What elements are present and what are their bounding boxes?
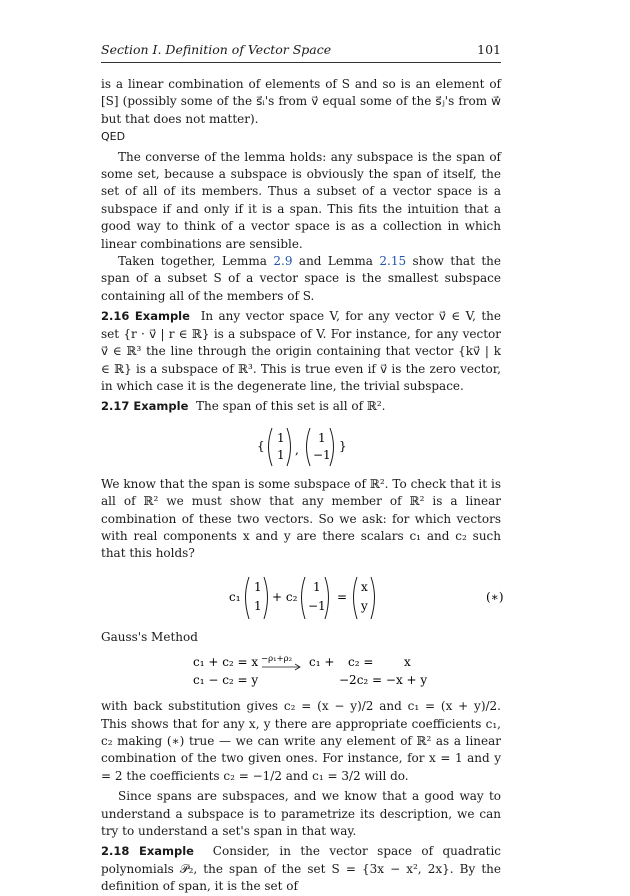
text-part: and Lemma bbox=[292, 254, 380, 269]
example-2-16 bbox=[101, 308, 501, 395]
reduced-line-2: −2c₂ = −x + y bbox=[339, 673, 428, 688]
paren-right-a bbox=[264, 577, 268, 619]
coef-c1: c₁ bbox=[229, 589, 241, 604]
gauss-label: Gauss's Method bbox=[101, 629, 198, 644]
paren-left-a bbox=[246, 577, 250, 619]
b-bottom: −1 bbox=[308, 598, 326, 613]
example-label: 2.18 Example bbox=[101, 844, 194, 859]
equals: = bbox=[337, 589, 348, 604]
right-brace: } bbox=[339, 438, 347, 453]
reduced-line-1-c: x bbox=[404, 655, 411, 670]
example-2-17 bbox=[101, 398, 501, 415]
system-line-1: c₁ + c₂ = x bbox=[193, 655, 259, 670]
text-part: Taken together, Lemma bbox=[118, 254, 274, 269]
running-header bbox=[101, 42, 501, 60]
paren-left-c bbox=[354, 577, 358, 619]
set-svg bbox=[101, 416, 501, 476]
equation-display bbox=[101, 563, 504, 629]
paragraph-taken-together bbox=[101, 253, 501, 305]
example-text: In any vector space V, for any vector v⃗ ∈ V, the set {r · v⃗ | r ∈ ℝ} is a subspace of V. For instance, for any vector v⃗ ∈ ℝ³ the line through the origin containing that vector {kv⃗ | k ∈ ℝ} is a subspace of ℝ³. This is true even if v⃗ is the zero vector, in which case it is the degenerate line, the trivial subspace. bbox=[101, 309, 501, 393]
qed-marker: QED bbox=[101, 130, 126, 144]
paragraph-back-substitution: with back substitution gives c₂ = (x − y)/2 and c₁ = (x + y)/2. This shows that for any x, y there are appropriate coefficients c₁, c₂ making (∗) true — we can write any element of ℝ² as a linear combination of the two given ones. For instance, for x = 1 and y = 2 the coefficients c₂ = −1/2 and c₁ = 3/2 will do. bbox=[101, 699, 501, 783]
plus-c2: + c₂ bbox=[272, 589, 298, 604]
comma: , bbox=[295, 442, 299, 457]
a-top: 1 bbox=[254, 579, 262, 594]
paren-right-1 bbox=[287, 428, 291, 466]
paren-right-c bbox=[371, 577, 375, 619]
system-line-2: c₁ − c₂ = y bbox=[193, 673, 259, 688]
paragraph-parametrize: Since spans are subspaces, and we know that a good way to understand a subspace is to parametrize its description, we can try to understand a set's span in that way. bbox=[101, 789, 501, 838]
example-label: 2.16 Example bbox=[101, 309, 190, 324]
paragraph-continuation: is a linear combination of elements of S and so is an element of [S] (possibly some of the s⃗ᵢ's from v⃗ equal some of the s⃗ⱼ's from w⃗ but that does not matter). bbox=[101, 77, 501, 126]
v1-top: 1 bbox=[277, 430, 285, 445]
v2-top: 1 bbox=[318, 430, 326, 445]
v2-bottom: −1 bbox=[313, 447, 331, 462]
example-label: 2.17 Example bbox=[101, 399, 189, 414]
spanning-set-display bbox=[101, 416, 501, 476]
left-brace: { bbox=[257, 438, 265, 453]
equation-svg bbox=[101, 563, 504, 629]
row-op-label: −ρ₁+ρ₂ bbox=[261, 654, 293, 665]
section-title: Section I. Definition of Vector Space bbox=[101, 42, 332, 57]
lemma-2-9-link[interactable]: 2.9 bbox=[273, 254, 293, 269]
reduced-line-1-a: c₁ + bbox=[309, 655, 335, 670]
paren-left-2 bbox=[307, 428, 311, 466]
example-text: The span of this set is all of ℝ². bbox=[196, 399, 386, 414]
gauss-svg bbox=[101, 646, 501, 698]
a-bottom: 1 bbox=[254, 598, 262, 613]
v1-bottom: 1 bbox=[277, 447, 285, 462]
page-number: 101 bbox=[477, 42, 501, 57]
rhs-x: x bbox=[361, 579, 368, 594]
example-text: Consider, in the vector space of quadratic polynomials 𝒫₂, the span of the set S = {3x − x², 2x}. By the definition of span, it is the set of bbox=[101, 844, 501, 894]
rhs-y: y bbox=[361, 598, 368, 613]
text-part: show that the span of a subset S of a vector space is the smallest subspace containing all of the members of S. bbox=[101, 254, 502, 303]
page-body bbox=[101, 76, 504, 896]
example-2-18 bbox=[101, 843, 501, 895]
paren-left-b bbox=[302, 577, 306, 619]
reduced-line-1-b: c₂ = bbox=[348, 655, 374, 670]
b-top: 1 bbox=[313, 579, 321, 594]
paragraph-converse: The converse of the lemma holds: any subspace is the span of some set, because a subspace is obviously the span of itself, the set of all of its members. Thus a subset of a vector space is a subspace if and only if it is a span. This fits the intuition that a good way to think of a vector space is as a collection in which linear combinations are sensible. bbox=[101, 149, 501, 251]
header-rule bbox=[101, 62, 501, 63]
paragraph-span-check: We know that the span is some subspace of ℝ². To check that it is all of ℝ² we must show that any member of ℝ² is a linear combination of these two vectors. So we ask: for which vectors with real components x and y are there scalars c₁ and c₂ such that this holds? bbox=[101, 476, 501, 561]
equation-tag: (∗) bbox=[486, 589, 504, 604]
lemma-2-15-link[interactable]: 2.15 bbox=[379, 254, 407, 269]
paren-left-1 bbox=[269, 428, 273, 466]
gauss-display bbox=[101, 646, 501, 698]
